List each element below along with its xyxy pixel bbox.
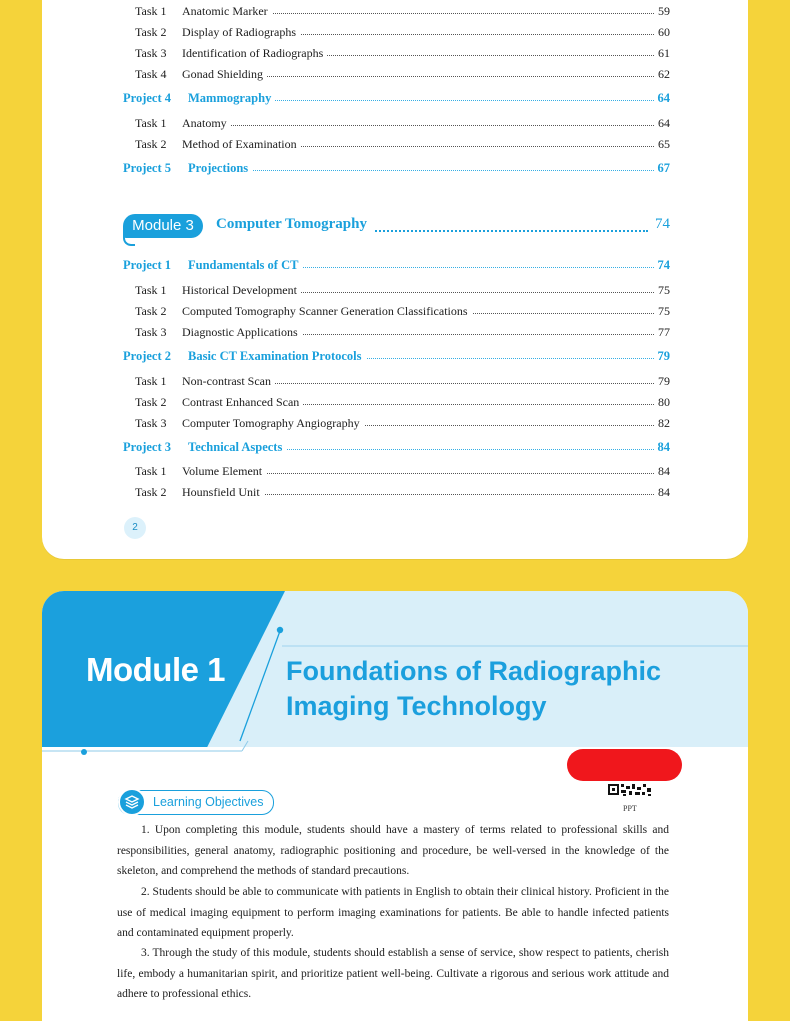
task-title: Anatomic Marker bbox=[182, 4, 272, 19]
task-number: Task 2 bbox=[135, 25, 167, 39]
page-ref: 64 bbox=[654, 116, 670, 131]
objective-paragraph-3: 3. Through the study of this module, students should establish a sense of service, show respect to patients, cherish life, embody a humanitarian spirit, and prioritize patient well-being. Cultivate a rigorous and serious work attitude and adhere to professional ethics. bbox=[117, 947, 669, 1001]
task-number: Task 2 bbox=[135, 395, 167, 409]
task-number: Task 3 bbox=[135, 416, 167, 430]
project-title: Mammography bbox=[188, 91, 275, 106]
task-number: Task 2 bbox=[135, 485, 167, 499]
task-number: Task 1 bbox=[135, 374, 167, 388]
toc-task-row[interactable] bbox=[42, 25, 748, 43]
task-title: Computer Tomography Angiography bbox=[182, 416, 364, 431]
toc-project-row[interactable] bbox=[42, 161, 748, 179]
toc-project-row[interactable] bbox=[42, 440, 748, 458]
toc-task-row[interactable] bbox=[42, 137, 748, 155]
task-number: Task 1 bbox=[135, 116, 167, 130]
page-ref: 84 bbox=[654, 440, 671, 455]
task-number: Task 4 bbox=[135, 67, 167, 81]
page-ref: 75 bbox=[654, 304, 670, 319]
task-title: Anatomy bbox=[182, 116, 231, 131]
page-ref: 65 bbox=[654, 137, 670, 152]
page-ref: 77 bbox=[654, 325, 670, 340]
chapter-title bbox=[286, 654, 661, 724]
task-title: Volume Element bbox=[182, 464, 266, 479]
toc-task-row[interactable] bbox=[42, 116, 748, 134]
module-badge[interactable]: Module 3 bbox=[123, 214, 203, 238]
dot-leader bbox=[182, 116, 670, 126]
project-title: Basic CT Examination Protocols bbox=[188, 349, 366, 364]
page-ref: 67 bbox=[654, 161, 671, 176]
module-heading: Module 1 bbox=[86, 651, 226, 688]
page-ref: 74 bbox=[654, 258, 671, 273]
task-title: Contrast Enhanced Scan bbox=[182, 395, 303, 410]
toc-page bbox=[42, 0, 748, 559]
toc-project-row[interactable] bbox=[42, 349, 748, 367]
qr-caption: PPT bbox=[623, 804, 637, 813]
objective-paragraph-2: 2. Students should be able to communicate with patients in English to obtain their clinical history. Proficient in the use of medical imaging equipment to perform imaging examinations for patients. Be able to handle infected patients and contaminated equipment properly. bbox=[117, 886, 669, 940]
task-number: Task 1 bbox=[135, 283, 167, 297]
toc-task-row[interactable] bbox=[42, 283, 748, 301]
project-number: Project 3 bbox=[123, 440, 172, 454]
toc-task-row[interactable] bbox=[42, 395, 748, 413]
page-ref: 59 bbox=[654, 4, 670, 19]
page-ref: 80 bbox=[654, 395, 670, 410]
task-number: Task 2 bbox=[135, 304, 167, 318]
toc-project-row[interactable] bbox=[42, 91, 748, 109]
page-ref: 82 bbox=[654, 416, 670, 431]
task-title: Gonad Shielding bbox=[182, 67, 267, 82]
chapter-title-line1: Foundations of Radiographic bbox=[286, 656, 661, 686]
task-number: Task 1 bbox=[135, 464, 167, 478]
task-title: Diagnostic Applications bbox=[182, 325, 302, 340]
stack-icon bbox=[118, 788, 146, 816]
project-number: Project 5 bbox=[123, 161, 172, 175]
toc-task-row[interactable] bbox=[42, 46, 748, 64]
project-title: Technical Aspects bbox=[188, 440, 286, 455]
module-page: 74 bbox=[649, 216, 670, 233]
objective-paragraph-1: 1. Upon completing this module, students should have a mastery of terms related to professional skills and responsibilities, general anatomy, radiographic positioning and procedure, be well-versed in the knowledge of the skeleton, and comprehend the methods of standard precautions. bbox=[117, 824, 669, 878]
learning-objectives-label bbox=[118, 790, 274, 815]
toc-project-row[interactable] bbox=[42, 258, 748, 276]
toc-task-row[interactable] bbox=[42, 416, 748, 434]
page-ref: 75 bbox=[654, 283, 670, 298]
toc-task-row[interactable] bbox=[42, 464, 748, 482]
page-ref: 79 bbox=[654, 374, 670, 389]
project-number: Project 2 bbox=[123, 349, 172, 363]
module-title[interactable]: Computer Tomography bbox=[216, 216, 373, 233]
toc-task-row[interactable] bbox=[42, 67, 748, 85]
page-ref: 79 bbox=[654, 349, 671, 364]
module-page bbox=[42, 591, 748, 1021]
task-number: Task 1 bbox=[135, 4, 167, 18]
dot-leader bbox=[188, 161, 670, 171]
page-ref: 64 bbox=[654, 91, 671, 106]
task-title: Identification of Radiographs bbox=[182, 46, 327, 61]
page-ref: 84 bbox=[654, 485, 670, 500]
toc-task-row[interactable] bbox=[42, 325, 748, 343]
task-title: Hounsfield Unit bbox=[182, 485, 264, 500]
task-number: Task 2 bbox=[135, 137, 167, 151]
page-ref: 61 bbox=[654, 46, 670, 61]
project-number: Project 1 bbox=[123, 258, 172, 272]
toc-task-row[interactable] bbox=[42, 485, 748, 503]
page-ref: 62 bbox=[654, 67, 670, 82]
page-ref: 60 bbox=[654, 25, 670, 40]
task-title: Method of Examination bbox=[182, 137, 301, 152]
redaction-mark bbox=[567, 749, 682, 781]
toc-task-row[interactable] bbox=[42, 4, 748, 22]
task-title: Non-contrast Scan bbox=[182, 374, 275, 389]
project-title: Projections bbox=[188, 161, 252, 176]
toc-task-row[interactable] bbox=[42, 374, 748, 392]
toc-task-row[interactable] bbox=[42, 304, 748, 322]
page-number: 2 bbox=[124, 517, 146, 539]
task-number: Task 3 bbox=[135, 46, 167, 60]
project-title: Fundamentals of CT bbox=[188, 258, 302, 273]
learning-objectives-text: Learning Objectives bbox=[153, 795, 264, 809]
task-title: Computed Tomography Scanner Generation Classifications bbox=[182, 304, 472, 319]
page-ref: 84 bbox=[654, 464, 670, 479]
task-title: Display of Radiographs bbox=[182, 25, 300, 40]
chapter-title-line2: Imaging Technology bbox=[286, 691, 547, 721]
task-number: Task 3 bbox=[135, 325, 167, 339]
task-title: Historical Development bbox=[182, 283, 301, 298]
project-number: Project 4 bbox=[123, 91, 172, 105]
